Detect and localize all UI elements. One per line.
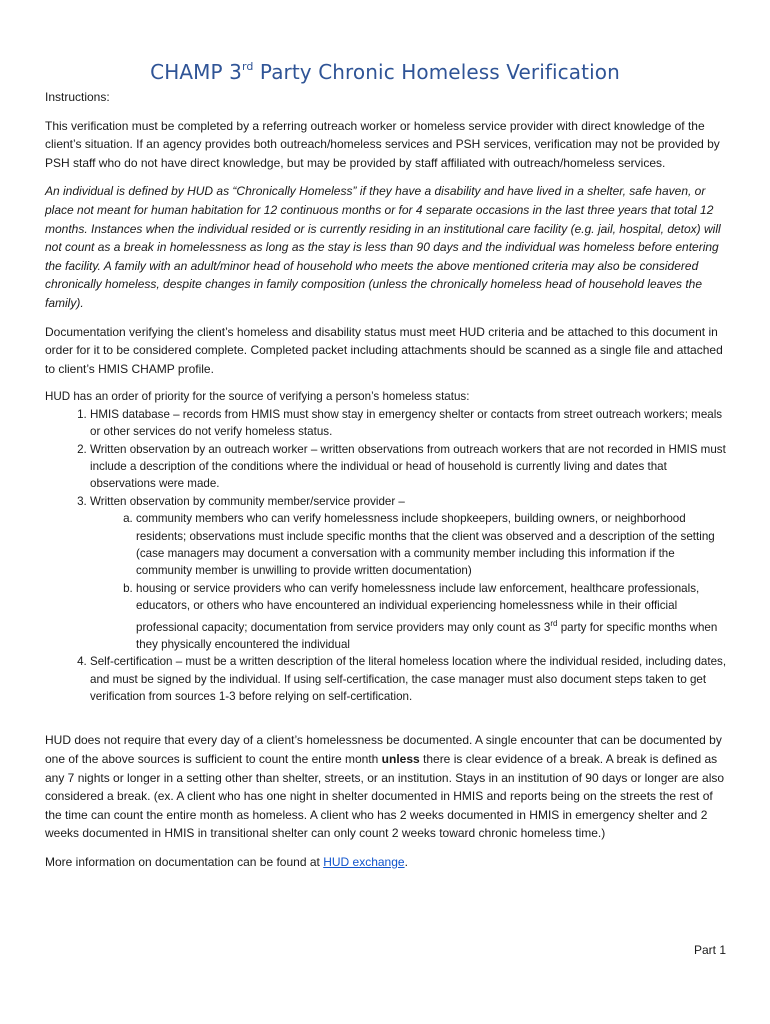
page-title <box>0 60 770 84</box>
priority-list <box>45 406 727 706</box>
more-info-text: More information on documentation can be found at <box>45 855 324 870</box>
priority-intro: HUD has an order of priority for the source of verifying a person’s homeless status: <box>45 390 470 404</box>
hud-exchange-link[interactable]: HUD exchange <box>323 855 405 870</box>
more-info-paragraph <box>45 853 727 872</box>
page-footer: Part 1 <box>693 943 726 957</box>
list-item: 2. Written observation by an outreach worker – written observations from outreach workers that are not recorded in HMIS must include a description of the conditions where the individual or head of household is currently living and dates that observations were made. <box>90 441 727 493</box>
more-info-period: . <box>404 855 408 870</box>
break-paragraph <box>45 731 727 843</box>
instructions-label: Instructions: <box>45 90 110 104</box>
bold-unless: unless <box>381 752 420 767</box>
list-item: 1. HMIS database – records from HMIS must show stay in emergency shelter or contacts from street outreach workers; meals or other services do not verify homeless status. <box>90 406 727 441</box>
sub-list-item: a. community members who can verify homelessness include shopkeepers, building owners, or neighborhood residents; observations must include specific months that the client was observed and a description of the setting (case managers may document a conversation with a community member including this information if the community member is unwilling to provide written documentation) <box>136 510 727 580</box>
sub-item-text-end: party for specific months when they physically encountered the individual <box>136 620 718 651</box>
sub-list-item <box>136 580 727 653</box>
list-item: 4. Self-certification – must be a written description of the literal homeless location where the individual resided, including dates, and must be signed by the individual. If using self-certification, the case manager must also document steps taken to get verification from sources 1-3 before relying on self-certification. <box>90 653 727 705</box>
list-item-text: Written observation by community member/service provider – <box>90 494 405 508</box>
title-main: CHAMP 3 <box>150 60 242 84</box>
documentation-paragraph: Documentation verifying the client’s homeless and disability status must meet HUD criteria and be attached to this document in order for it to be considered complete. Completed packet including attachments should be scanned as a single file and attached to client’s HMIS CHAMP profile. <box>45 324 723 376</box>
priority-section <box>45 388 727 705</box>
verification-paragraph: This verification must be completed by a referring outreach worker or homeless service provider with direct knowledge of the client’s situation. If an agency provides both outreach/homeless services and PSH services, verification may not be provided by PSH staff who do not have direct knowledge, but may be provided by staff affiliated with outreach/homeless services. <box>45 118 720 170</box>
list-item <box>90 493 727 654</box>
title-superscript: rd <box>241 60 254 74</box>
break-text: HUD does not require that every day of a client’s homelessness be documented. A single encounter that can be documented by one of the above sources is sufficient to count the entire month <box>45 733 722 767</box>
sub-list <box>90 510 727 653</box>
sub-item-text: housing or service providers who can verify homelessness include law enforcement, healthcare professionals, educators, or others who have encountered an individual experiencing homelessness while in their official professional capacity; documentation from service providers may only count as 3 <box>136 581 700 634</box>
ordinal-superscript: rd <box>550 618 558 628</box>
title-rest: Party Chronic Homeless Verification <box>253 60 620 84</box>
document-body <box>45 88 727 872</box>
break-text-end: there is clear evidence of a break. A break is defined as any 7 nights or longer in a setting other than shelter, streets, or an institution. Stays in an institution of 90 days or longer are also considered a break. (ex. A client who has one night in shelter documented in HMIS and reports being on the streets the rest of the time can count the entire month as homeless. A client who has 2 weeks documented in HMIS in emergency shelter and 2 weeks documented in HMIS in transitional shelter can only count 2 weeks toward chronic homeless time.) <box>45 752 725 841</box>
definition-paragraph: An individual is defined by HUD as “Chronically Homeless” if they have a disability and have lived in a shelter, safe haven, or place not meant for human habitation for 12 continuous months or for 4 separate occasions in the last three years that total 12 months. Instances when the individual resided or is currently residing in an institutional care facility (e.g. jail, hospital, detox) will not count as a break in homelessness as long as the stay is less than 90 days and the individual was homeless before entering the facility. A family with an adult/minor head of household who meets the above mentioned criteria may also be considered chronically homeless, despite changes in family composition (unless the chronically homeless head of household leaves the family). <box>45 184 721 310</box>
